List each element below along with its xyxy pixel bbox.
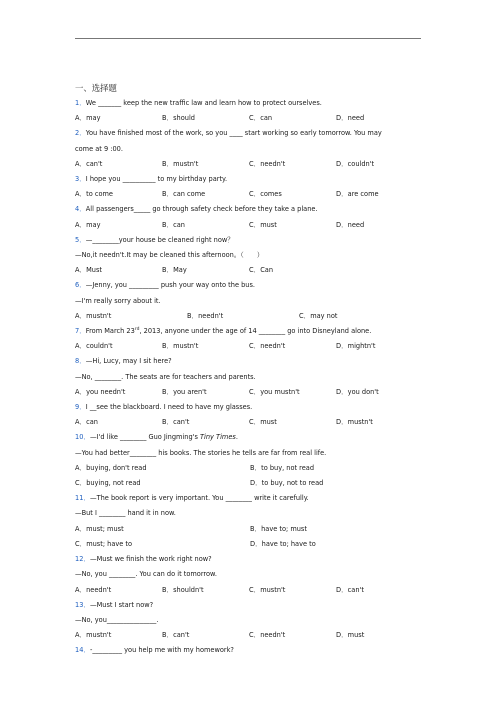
option-b: B．you aren't	[162, 387, 207, 396]
question-number: 14．	[75, 646, 90, 655]
options-5	[75, 263, 425, 278]
option-a: A．may	[75, 114, 101, 123]
option-a: A．couldn't	[75, 342, 113, 351]
question-number: 3．	[75, 175, 86, 184]
option-c: C．mustn't	[249, 585, 286, 594]
question-number: 2．	[75, 129, 86, 138]
options-3	[75, 187, 425, 202]
question-number: 12．	[75, 555, 90, 564]
option-d: D．to buy, not to read	[250, 479, 324, 488]
option-c: C．needn't	[249, 631, 286, 640]
option-a: A．you needn't	[75, 387, 126, 396]
options-1	[75, 111, 425, 126]
option-a: A．must; must	[75, 524, 124, 533]
option-d: D．you don't	[336, 387, 379, 396]
option-c: C．Can	[249, 266, 274, 275]
options-13	[75, 628, 425, 643]
option-b: B．have to; must	[250, 524, 307, 533]
question-text-cont: —No, you ________. You can do it tomorrow.	[75, 570, 217, 579]
header-rule	[75, 38, 421, 39]
question-text-cont: —No, ________. The seats are for teachers and parents.	[75, 372, 256, 381]
options-6	[75, 309, 425, 324]
question-text-cont: come at 9 :00.	[75, 144, 123, 153]
question-2	[75, 126, 425, 141]
option-c: C．must	[249, 220, 277, 229]
option-b: B．to buy, not read	[250, 463, 315, 472]
option-a: A．mustn't	[75, 311, 112, 320]
question-text: We _______ keep the new traffic law and learn how to protect ourselves.	[85, 99, 322, 107]
option-a: A．may	[75, 220, 101, 229]
question-text: —Jenny, you _________ push your way onto the bus.	[85, 281, 255, 290]
question-text: I hope you __________ to my birthday party.	[85, 175, 228, 184]
question-text: —Must we finish the work right now?	[89, 555, 212, 564]
option-d: D．must	[336, 631, 365, 640]
book-title: Tiny Times	[200, 433, 236, 442]
options-10-row2	[75, 476, 425, 491]
options-2	[75, 157, 425, 172]
document-body	[75, 82, 425, 659]
options-11-row2	[75, 537, 425, 552]
question-text: —The book report is very important. You ________ write it carefully.	[89, 494, 309, 503]
option-a: A．Must	[75, 266, 102, 275]
question-number: 8．	[75, 357, 86, 366]
options-7	[75, 339, 425, 354]
option-c: C．must	[249, 418, 277, 427]
question-text: I __see the blackboard. I need to have my glasses.	[85, 403, 253, 412]
question-11	[75, 491, 425, 506]
option-b: B．mustn't	[162, 159, 199, 168]
question-text-rest: .	[235, 433, 238, 442]
options-4	[75, 218, 425, 233]
question-text-cont: —You had better________ his books. The stories he tells are far from real life.	[75, 448, 327, 457]
option-a: A．can't	[75, 159, 103, 168]
option-b: B．should	[162, 114, 195, 123]
option-a: A．buying, don't read	[75, 463, 147, 472]
option-b: B．can't	[162, 418, 190, 427]
section-title: 一、选择题	[75, 83, 117, 93]
option-c: C．needn't	[249, 159, 286, 168]
question-number: 5．	[75, 235, 86, 244]
options-12	[75, 583, 425, 598]
question-text-cont: —No,it needn't.It may be cleaned this afternoon。（ ）	[75, 251, 264, 260]
superscript: rd	[134, 326, 140, 332]
option-d: D．mustn't	[336, 418, 373, 427]
question-text: All passengers_____ go through safety check before they take a plane.	[85, 205, 318, 214]
option-a: A．can	[75, 418, 98, 427]
question-number: 13．	[75, 600, 90, 609]
question-6	[75, 278, 425, 293]
option-b: B．needn't	[187, 311, 224, 320]
option-c: C．buying, not read	[75, 479, 141, 488]
option-c: C．needn't	[249, 342, 286, 351]
question-text-rest: , 2013, anyone under the age of 14 ________ go into Disneyland alone.	[139, 327, 372, 336]
question-text: -_________ you help me with my homework?	[89, 646, 234, 655]
question-7	[75, 324, 425, 339]
question-text: —Hi, Lucy, may I sit here?	[85, 357, 172, 366]
option-d: D．couldn't	[336, 159, 375, 168]
option-a: A．mustn't	[75, 631, 112, 640]
option-b: B．shouldn't	[162, 585, 204, 594]
options-9	[75, 415, 425, 430]
option-c: C．you mustn't	[249, 387, 300, 396]
question-number: 9．	[75, 403, 86, 412]
question-13	[75, 598, 425, 613]
question-text-cont: —I'm really sorry about it.	[75, 296, 161, 305]
question-number: 11．	[75, 494, 90, 503]
question-10	[75, 430, 425, 445]
option-c: C．must; have to	[75, 539, 133, 548]
question-number: 1．	[75, 99, 86, 107]
option-c: C．can	[249, 114, 273, 123]
option-b: B．can	[162, 220, 185, 229]
option-d: D．can't	[336, 585, 364, 594]
question-4	[75, 202, 425, 217]
question-8	[75, 354, 425, 369]
option-d: D．are come	[336, 190, 379, 199]
option-b: B．can't	[162, 631, 190, 640]
option-d: D．have to; have to	[250, 539, 316, 548]
question-number: 4．	[75, 205, 86, 214]
option-a: A．needn't	[75, 585, 112, 594]
options-8	[75, 385, 425, 400]
options-10-row1	[75, 461, 425, 476]
question-9	[75, 400, 425, 415]
option-a: A．to come	[75, 190, 113, 199]
question-5	[75, 233, 425, 248]
option-b: B．mustn't	[162, 342, 199, 351]
option-c: C．may not	[299, 311, 338, 320]
option-b: B．can come	[162, 190, 206, 199]
question-text: —Must I start now?	[89, 600, 154, 609]
question-text: You have finished most of the work, so you ____ start working so early tomorrow. You may	[85, 129, 382, 138]
question-text: —________your house be cleaned right now？	[85, 235, 234, 244]
question-number: 7．	[75, 327, 86, 336]
question-number: 6．	[75, 281, 86, 290]
option-d: D．need	[336, 220, 365, 229]
question-3	[75, 172, 425, 187]
question-text-cont: —No, you_______________.	[75, 615, 159, 624]
question-text: —I'd like ________ Guo Jingming's	[89, 433, 201, 442]
options-11-row1	[75, 522, 425, 537]
question-14	[75, 643, 425, 658]
question-number: 10．	[75, 433, 90, 442]
question-1	[75, 96, 425, 111]
option-c: C．comes	[249, 190, 282, 199]
question-text: From March 23	[85, 327, 135, 336]
question-12	[75, 552, 425, 567]
option-b: B．May	[162, 266, 187, 275]
option-d: D．need	[336, 114, 365, 123]
option-d: D．mightn't	[336, 342, 376, 351]
question-text-cont: —But I ________ hand it in now.	[75, 509, 176, 518]
